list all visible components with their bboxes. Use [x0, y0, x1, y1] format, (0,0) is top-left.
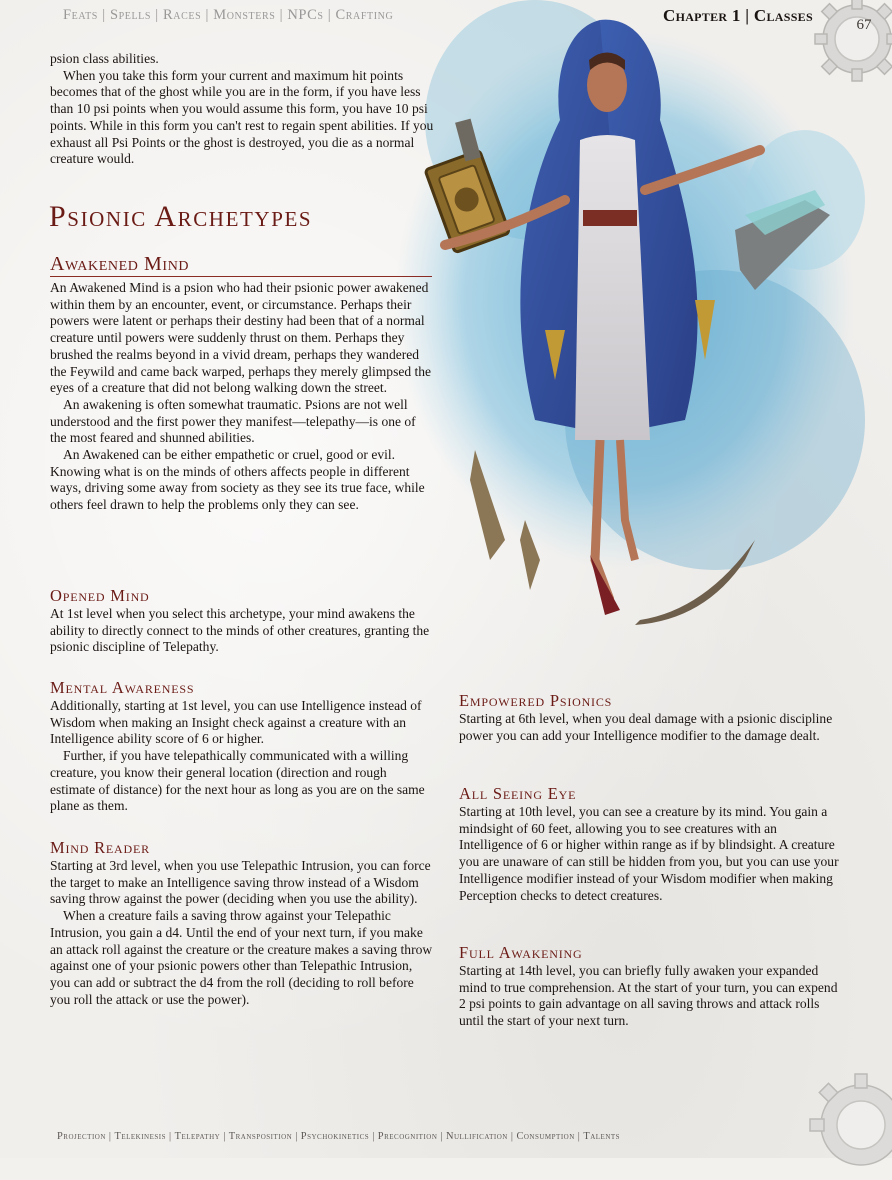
top-navigation: Feats | Spells | Races | Monsters | NPCs | Crafting [63, 7, 394, 23]
footer-item-transposition[interactable]: Transposition [228, 1131, 293, 1142]
opened-mind-text: At 1st level when you select this archetype, your mind awakens the ability to directly connect to the minds of other creatures, granting the psionic discipline of Telepathy. [50, 606, 430, 655]
footer-item-talents[interactable]: Talents [583, 1131, 621, 1142]
intro-continued: psion class abilities. [50, 51, 159, 66]
mental-awareness-heading: Mental Awareness [50, 678, 195, 697]
all-seeing-eye-text: Starting at 10th level, you can see a creature by its mind. You gain a mindsight of 60 feet, allowing you to see creatures with an Intelligence of 6 or higher within range as if by blindsight. A creature you are unaware of can still be hidden from you, but you can use your Intelligence modifier instead of your Wisdom modifier when making Perception checks to detect creatures. [459, 804, 839, 903]
empowered-psionics-text: Starting at 6th level, when you deal damage with a psionic discipline power you can add your Intelligence modifier to the damage dealt. [459, 711, 833, 743]
intro-paragraph: When you take this form your current and maximum hit points becomes that of the ghost while you are in the form, if you have less than 10 psi points when you would assume this form, you have 10 psi points. While in this form you can't rest to regain spent abilities. If you exhaust all Psi Points or the ghost is destroyed, you die as a normal creature would. [50, 67, 434, 167]
nav-item-spells[interactable]: Spells [109, 7, 152, 23]
mind-reader-p2: When a creature fails a saving throw against your Telepathic Intrusion, you gain a d4. Until the end of your next turn, if you make an attack roll against the creature or the creature makes a saving throw against one of your psionic powers other than Telepathic Intrusion, you can add or subtract the d4 from the roll (deciding to roll before you roll the attack or use the power). [50, 908, 433, 1007]
all-seeing-eye-section [459, 784, 844, 904]
awakened-mind-section [50, 253, 435, 514]
nav-item-crafting[interactable]: Crafting [335, 7, 394, 23]
intro-text [50, 51, 435, 168]
nav-item-npcs[interactable]: NPCs [287, 7, 324, 23]
footer-item-projection[interactable]: Projection [57, 1131, 106, 1142]
awakened-mind-heading: Awakened Mind [50, 253, 432, 277]
all-seeing-eye-heading: All Seeing Eye [459, 784, 577, 803]
mental-awareness-p2: Further, if you have telepathically communicated with a willing creature, you know their general location (direction and rough estimate of distance) for the next hour as long as you are on the same plane as them. [50, 748, 425, 814]
full-awakening-text: Starting at 14th level, you can briefly fully awaken your expanded mind to true comprehension. At the start of your turn, you can expend 2 psi points to gain advantage on all saving throws and attack rolls until the start of your next turn. [459, 963, 838, 1029]
footer-item-psychokinetics[interactable]: Psychokinetics [300, 1131, 370, 1142]
chapter-title: Chapter 1 | Classes [663, 6, 813, 25]
mind-reader-p1: Starting at 3rd level, when you use Telepathic Intrusion, you can force the target to make an Intelligence saving throw instead of a Wisdom saving throw against the power (deciding when you use the ability). [50, 858, 431, 907]
mental-awareness-section [50, 678, 435, 815]
footer-navigation: Projection | Telekinesis | Telepathy | Transposition | Psychokinetics | Precognition | Nullification | Consumption | Talents [57, 1131, 621, 1142]
nav-item-feats[interactable]: Feats [63, 7, 98, 23]
footer-item-nullification[interactable]: Nullification [446, 1131, 508, 1142]
psion-illustration [385, 0, 892, 680]
awakened-mind-p2: An awakening is often somewhat traumatic. Psions are not well understood and the first power they manifest—telepathy—is one of the most feared and shunned abilities. [50, 396, 416, 446]
gear-icon [812, 0, 892, 84]
full-awakening-section [459, 943, 844, 1030]
empowered-psionics-section [459, 691, 844, 744]
mind-reader-heading: Mind Reader [50, 838, 150, 857]
footer-item-telepathy[interactable]: Telepathy [174, 1131, 221, 1142]
mind-reader-section [50, 838, 435, 1008]
awakened-mind-p3: An Awakened can be either empathetic or cruel, good or evil. Knowing what is on the minds of others affects people in different ways, driving some away from society as they see its true face, while others feel drawn to help the problems only they can see. [50, 447, 425, 513]
footer-item-consumption[interactable]: Consumption [516, 1131, 575, 1142]
section-title: Psionic Archetypes [49, 200, 313, 233]
opened-mind-heading: Opened Mind [50, 586, 150, 605]
footer-item-precognition[interactable]: Precognition [377, 1131, 438, 1142]
awakened-mind-p1: An Awakened Mind is a psion who had their psionic power awakened within them by an encounter, event, or circumstance. Perhaps their powers were latent or perhaps their destiny had been that of a normal creature until powers were suddenly thrust on them. Perhaps they brushed the realms beyond in a vivid dream, perhaps they wandered the Feywild and came back warped, perhaps they merely glimpsed the eyes of a creature that did not belong walking down the street. [50, 280, 432, 396]
nav-item-races[interactable]: Races [163, 7, 202, 23]
footer-item-telekinesis[interactable]: Telekinesis [114, 1131, 166, 1142]
nav-item-monsters[interactable]: Monsters [213, 7, 276, 23]
mental-awareness-p1: Additionally, starting at 1st level, you can use Intelligence instead of Wisdom when making an Insight check against a creature with an Intelligence ability score of 6 or higher. [50, 698, 422, 747]
opened-mind-section [50, 586, 435, 656]
full-awakening-heading: Full Awakening [459, 943, 583, 962]
empowered-psionics-heading: Empowered Psionics [459, 691, 613, 710]
gear-icon [806, 1070, 892, 1180]
page-number: 67 [856, 17, 872, 33]
